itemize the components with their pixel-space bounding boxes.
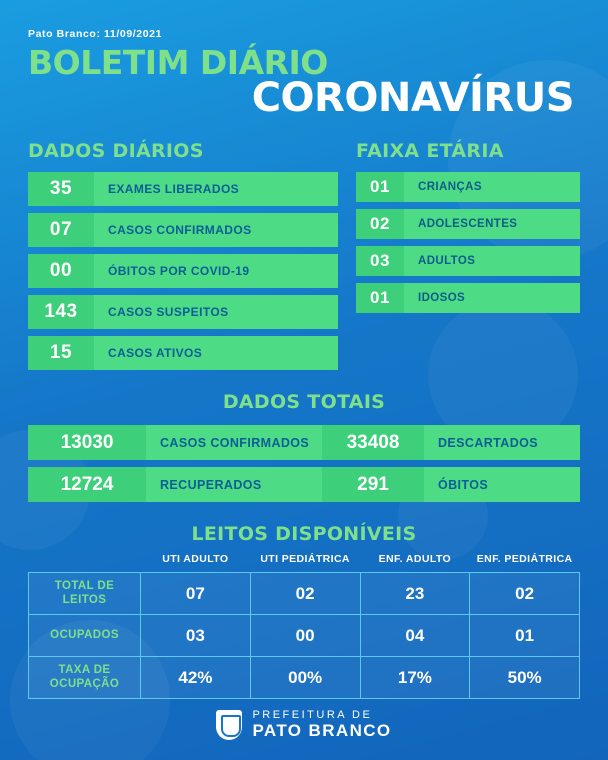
totals-row xyxy=(28,467,580,502)
city-crest-icon xyxy=(216,710,242,740)
totals-label: DESCARTADOS xyxy=(424,425,580,460)
daily-row xyxy=(28,295,338,329)
totals-row xyxy=(28,425,580,460)
report-date: Pato Branco: 11/09/2021 xyxy=(28,28,163,40)
beds-table xyxy=(28,553,580,699)
daily-and-age-section xyxy=(0,124,608,377)
footer-line-2: PATO BRANCO xyxy=(252,720,392,740)
footer xyxy=(0,710,608,740)
totals-heading: DADOS TOTAIS xyxy=(222,391,386,414)
beds-column-header: UTI PEDIÁTRICA xyxy=(260,553,350,566)
beds-cell: 00% xyxy=(250,657,360,699)
daily-label: CASOS SUSPEITOS xyxy=(94,295,338,329)
daily-row xyxy=(28,336,338,370)
age-group-panel xyxy=(356,140,580,377)
beds-cell: 02 xyxy=(470,573,580,615)
totals-value: 291 xyxy=(322,467,424,502)
beds-cell: 42% xyxy=(141,657,251,699)
age-group-label: IDOSOS xyxy=(404,283,580,313)
daily-data-panel xyxy=(28,140,338,377)
daily-value: 15 xyxy=(28,336,94,370)
footer-line-1: PREFEITURA DE xyxy=(252,709,373,722)
totals-label: RECUPERADOS xyxy=(146,467,322,502)
beds-cell: 00 xyxy=(250,615,360,657)
beds-cell: 03 xyxy=(141,615,251,657)
beds-section xyxy=(0,509,608,699)
beds-cell: 50% xyxy=(470,657,580,699)
daily-row xyxy=(28,213,338,247)
totals-value: 13030 xyxy=(28,425,146,460)
beds-cell: 23 xyxy=(360,573,470,615)
beds-cell: 04 xyxy=(360,615,470,657)
age-group-label: CRIANÇAS xyxy=(404,172,580,202)
footer-text xyxy=(252,710,391,739)
daily-data-heading: DADOS DIÁRIOS xyxy=(28,140,204,163)
beds-cell: 17% xyxy=(360,657,470,699)
daily-label: ÓBITOS POR COVID-19 xyxy=(94,254,338,288)
age-group-value: 02 xyxy=(356,209,404,239)
age-group-row xyxy=(356,172,580,202)
daily-row xyxy=(28,254,338,288)
table-row xyxy=(29,573,580,615)
age-group-row xyxy=(356,209,580,239)
age-group-value: 01 xyxy=(356,283,404,313)
beds-cell: 02 xyxy=(250,573,360,615)
beds-row-label: TAXA DE OCUPAÇÃO xyxy=(29,657,141,699)
daily-label: EXAMES LIBERADOS xyxy=(94,172,338,206)
table-row xyxy=(29,657,580,699)
age-group-heading: FAIXA ETÁRIA xyxy=(356,140,504,163)
beds-row-label: TOTAL DE LEITOS xyxy=(29,573,141,615)
table-row xyxy=(29,615,580,657)
beds-column-header: UTI ADULTO xyxy=(162,553,229,566)
page-title-primary: BOLETIM DIÁRIO xyxy=(28,43,328,82)
age-group-row xyxy=(356,246,580,276)
daily-value: 143 xyxy=(28,295,94,329)
beds-cell: 01 xyxy=(470,615,580,657)
daily-value: 07 xyxy=(28,213,94,247)
beds-cell: 07 xyxy=(141,573,251,615)
beds-corner-cell xyxy=(29,553,141,573)
age-group-label: ADULTOS xyxy=(404,246,580,276)
daily-value: 00 xyxy=(28,254,94,288)
age-group-value: 03 xyxy=(356,246,404,276)
daily-label: CASOS ATIVOS xyxy=(94,336,338,370)
beds-column-header: ENF. PEDIÁTRICA xyxy=(476,553,573,566)
age-group-row xyxy=(356,283,580,313)
totals-section xyxy=(0,377,608,502)
daily-value: 35 xyxy=(28,172,94,206)
age-group-value: 01 xyxy=(356,172,404,202)
beds-header-row xyxy=(29,553,580,573)
age-group-label: ADOLESCENTES xyxy=(404,209,580,239)
header xyxy=(0,0,608,124)
daily-label: CASOS CONFIRMADOS xyxy=(94,213,338,247)
totals-label: ÓBITOS xyxy=(424,467,580,502)
daily-row xyxy=(28,172,338,206)
totals-value: 12724 xyxy=(28,467,146,502)
beds-heading: LEITOS DISPONÍVEIS xyxy=(191,523,417,546)
beds-column-header: ENF. ADULTO xyxy=(378,553,452,566)
totals-value: 33408 xyxy=(322,425,424,460)
beds-row-label: OCUPADOS xyxy=(29,615,141,657)
totals-label: CASOS CONFIRMADOS xyxy=(146,425,322,460)
page-title-secondary: CORONAVÍRUS xyxy=(251,74,574,121)
